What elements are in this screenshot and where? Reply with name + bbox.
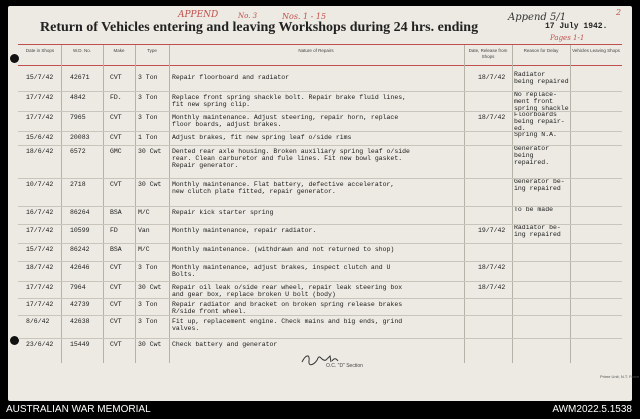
cell-wd-no: 4842 (70, 94, 86, 101)
cell-make: CVT (110, 74, 122, 81)
row-divider (18, 243, 622, 244)
row-divider (18, 224, 622, 225)
cell-make: CVT (110, 284, 122, 291)
row-divider (18, 298, 622, 299)
row-divider (18, 338, 622, 339)
cell-type: 30 Cwt (138, 148, 162, 155)
cell-date-release: 18/7/42 (478, 284, 506, 291)
cell-date-in: 15/6/42 (26, 134, 54, 141)
cell-date-in: 15/7/42 (26, 74, 54, 81)
row-divider (18, 145, 622, 146)
cell-type: 30 Cwt (138, 341, 162, 348)
cell-repairs: Dented rear axle housing. Broken auxiliary spring leaf o/side rear. Clean carburetor and fule lines. Fit new bowl gasket. Repair generator. (172, 148, 410, 169)
punch-hole-top (10, 54, 19, 63)
oc-section-label: O.C. "D" Section (326, 363, 363, 369)
cell-repairs: Repair kick starter spring (172, 209, 274, 216)
cell-type: M/C (138, 246, 150, 253)
cell-repairs: Monthly maintenance. Adjust steering, repair horn, replace floor boards, adjust brakes. (172, 114, 399, 128)
cell-repairs: Adjust brakes, fit new spring leaf o/side rims (172, 134, 352, 141)
cell-date-in: 15/7/42 (26, 246, 54, 253)
handwritten-nos: Nos. 1 - 15 (282, 12, 327, 21)
cell-wd-no: 86242 (70, 246, 90, 253)
cell-wd-no: 2718 (70, 181, 86, 188)
cell-type: Van (138, 227, 150, 234)
cell-repairs: Monthly maintenance, repair radiator. (172, 227, 317, 234)
handwritten-corner-mark: 2 (616, 8, 622, 17)
cell-repairs: Repair oil leak o/side rear wheel, repair leak steering box and gear box, replace broken U bolt (body) (172, 284, 403, 298)
cell-make: CVT (110, 181, 122, 188)
cell-repairs: Repair floorboard and radiator (172, 74, 290, 81)
archive-caption: AUSTRALIAN WAR MEMORIAL (6, 404, 151, 415)
row-divider (18, 261, 622, 262)
row-divider (18, 131, 622, 132)
cell-wd-no: 6572 (70, 148, 86, 155)
cell-repairs: Repair radiator and bracket on broken spring release brakes R/side front wheel. (172, 301, 403, 315)
cell-date-in: 17/7/42 (26, 227, 54, 234)
header-wd-no: W.D. No. (72, 48, 91, 53)
cell-date-in: 18/6/42 (26, 148, 54, 155)
cell-date-release: 19/7/42 (478, 227, 506, 234)
cell-wd-no: 86264 (70, 209, 90, 216)
cell-reason: Radiator being repaired (514, 71, 569, 85)
row-divider (18, 111, 622, 112)
cell-type: 3 Ton (138, 318, 158, 325)
cell-make: CVT (110, 114, 122, 121)
header-rule-top (18, 44, 622, 45)
handwritten-pages: Pages 1-1 (550, 34, 585, 42)
handwritten-append: APPEND (178, 10, 219, 20)
row-divider (18, 91, 622, 92)
cell-make: FD (110, 227, 118, 234)
header-reason: Reason for Delay (523, 48, 559, 53)
cell-type: 30 Cwt (138, 284, 162, 291)
report-date: 17 July 1942. (545, 22, 608, 31)
header-type: Type (147, 48, 157, 53)
cell-reason: Floorboards being repair- ed. (514, 111, 565, 132)
cell-date-in: 18/7/42 (26, 264, 54, 271)
cell-wd-no: 42739 (70, 301, 90, 308)
cell-date-release: 18/7/42 (478, 114, 506, 121)
cell-repairs: Monthly maintenance. Flat battery, defective accelerator, new clutch plate fitted, repair generator. (172, 181, 395, 195)
cell-make: FD. (110, 94, 122, 101)
handwritten-append-right: Append 5/1 (508, 12, 567, 23)
cell-type: 3 Ton (138, 114, 158, 121)
cell-make: CVT (110, 301, 122, 308)
cell-make: CVT (110, 341, 122, 348)
cell-date-in: 8/6/42 (26, 318, 50, 325)
cell-make: BSA (110, 246, 122, 253)
cell-reason: To be made (514, 206, 554, 213)
cell-date-in: 16/7/42 (26, 209, 54, 216)
cell-wd-no: 20083 (70, 134, 90, 141)
cell-date-in: 17/7/42 (26, 114, 54, 121)
archive-reference: AWM2022.5.1538 (552, 404, 632, 415)
cell-date-in: 10/7/42 (26, 181, 54, 188)
header-rule-bottom (18, 65, 622, 66)
cell-type: 3 Ton (138, 74, 158, 81)
cell-repairs: Replace front spring shackle bolt. Repair brake fluid lines, fit new spring clip. (172, 94, 407, 108)
cell-wd-no: 42638 (70, 318, 90, 325)
cell-reason: Generator being repaired. (514, 145, 550, 166)
cell-reason: Spring N.A. (514, 131, 557, 138)
header-repairs: Nature of Repairs (298, 48, 334, 53)
header-date-in: Date in Shops (25, 48, 55, 53)
cell-wd-no: 10599 (70, 227, 90, 234)
row-divider (18, 178, 622, 179)
cell-make: CVT (110, 134, 122, 141)
row-divider (18, 206, 622, 207)
cell-wd-no: 15449 (70, 341, 90, 348)
cell-type: 1 Ton (138, 134, 158, 141)
cell-type: 3 Ton (138, 264, 158, 271)
cell-repairs: Monthly maintenance. (withdrawn and not returned to shop) (172, 246, 395, 253)
header-make: Make (113, 48, 125, 53)
cell-wd-no: 42646 (70, 264, 90, 271)
cell-date-in: 23/6/42 (26, 341, 54, 348)
cell-make: GMC (110, 148, 122, 155)
header-date-release: Date, Release from Shops (468, 48, 508, 59)
row-divider (18, 315, 622, 316)
cell-date-release: 18/7/42 (478, 264, 506, 271)
cell-date-in: 17/7/42 (26, 284, 54, 291)
cell-reason: Generator be- ing repaired (514, 178, 565, 192)
cell-repairs: Fit up, replacement engine. Check mains and big ends, grind valves. (172, 318, 403, 332)
cell-type: M/C (138, 209, 150, 216)
cell-type: 3 Ton (138, 94, 158, 101)
cell-wd-no: 7965 (70, 114, 86, 121)
cell-reason: No replace- ment front spring shackle (514, 91, 569, 112)
cell-reason: Radiator be- ing repaired (514, 224, 561, 238)
row-divider (18, 281, 622, 282)
cell-wd-no: 42671 (70, 74, 90, 81)
cell-make: CVT (110, 264, 122, 271)
cell-date-release: 18/7/42 (478, 74, 506, 81)
cell-type: 30 Cwt (138, 181, 162, 188)
cell-date-in: 17/7/42 (26, 301, 54, 308)
cell-wd-no: 7964 (70, 284, 86, 291)
header-leaving: Vehicles Leaving Shops (572, 48, 620, 53)
cell-make: CVT (110, 318, 122, 325)
cell-date-in: 17/7/42 (26, 94, 54, 101)
cell-repairs: Monthly maintenance, adjust brakes, inspect clutch and U Bolts. (172, 264, 391, 278)
handwritten-no: No. 3 (238, 12, 258, 20)
cell-type: 3 Ton (138, 301, 158, 308)
cell-make: BSA (110, 209, 122, 216)
document-title: Return of Vehicles entering and leaving Workshops during 24 hrs. ending (40, 20, 479, 35)
printer-note: Prime Unit, N.T. Force (600, 374, 640, 379)
cell-repairs: Check battery and generator (172, 341, 278, 348)
